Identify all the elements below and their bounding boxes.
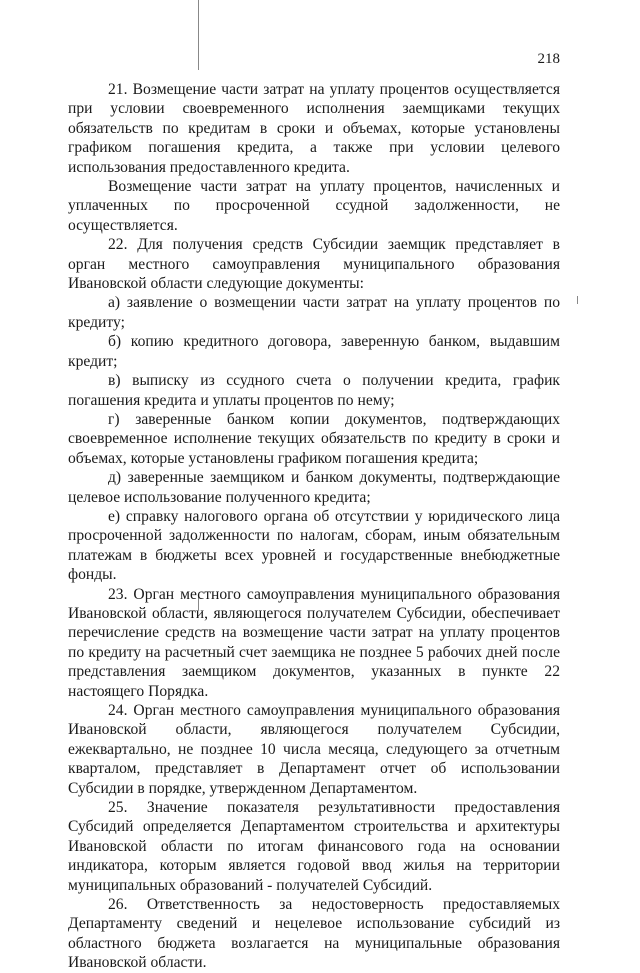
list-item-d: д) заверенные заемщиком и банком документы, подтверждающие целевое использование полученного кредита; bbox=[68, 469, 560, 506]
paragraph-26: 26. Ответственность за недостоверность предоставляемых Департаменту сведений и нецелевое использование субсидий из областного бюджета возлагается на муниципальные образования Ивановской области. bbox=[68, 896, 560, 972]
scan-artifact-mark bbox=[577, 296, 578, 304]
list-item-b: б) копию кредитного договора, заверенную банком, выдавшим кредит; bbox=[68, 333, 560, 370]
paragraph-22: 22. Для получения средств Субсидии заемщик представляет в орган местного самоуправления муниципального образования Ивановской области следующие документы: bbox=[68, 236, 560, 293]
paragraph-21-note: Возмещение части затрат на уплату процентов, начисленных и уплаченных по просроченной ссудной задолженности, не осуществляется. bbox=[68, 178, 560, 234]
list-item-g: г) заверенные банком копии документов, подтверждающих своевременное исполнение текущих обязательств по кредиту в сроки и объемах, которые установлены графиком погашения кредита; bbox=[68, 410, 560, 467]
list-item-a: а) заявление о возмещении части затрат на уплату процентов по кредиту; bbox=[68, 294, 560, 331]
list-item-e: е) справку налогового органа об отсутствии у юридического лица просроченной задолженности по налогам, сборам, иным обязательным платежам в бюджеты всех уровней и государственные внебюджетные фонды. bbox=[68, 507, 560, 584]
paragraph-24: 24. Орган местного самоуправления муниципального образования Ивановской области, являющегося получателем Субсидии, ежеквартально, не позднее 10 числа месяца, следующего за отчетным кварталом, представляет в Департамент отчет об использовании Субсидии в порядке, утвержденном Департаментом. bbox=[68, 702, 560, 797]
document-body bbox=[68, 80, 560, 973]
scan-artifact-mark bbox=[198, 0, 199, 70]
paragraph-23: 23. Орган местного самоуправления муниципального образования Ивановской области, являющегося получателем Субсидии, обеспечивает перечисление средств на возмещение части затрат на уплату процентов по кредиту на расчетный счет заемщика не позднее 5 рабочих дней после представления заемщиком документов, указанных в пункте 22 настоящего Порядка. bbox=[68, 585, 560, 700]
paragraph-25: 25. Значение показателя результативности предоставления Субсидий определяется Департаментом строительства и архитектуры Ивановской области по итогам финансового года на основании индикатора, которым является годовой ввод жилья на территории муниципальных образований - получателей Субсидий. bbox=[68, 799, 560, 894]
list-item-v: в) выписку из ссудного счета о получении кредита, график погашения кредита и уплаты процентов по нему; bbox=[68, 372, 560, 409]
page-number: 218 bbox=[537, 51, 560, 67]
paragraph-21: 21. Возмещение части затрат на уплату процентов осуществляется при условии своевременного исполнения заемщиками текущих обязательств по кредитам в сроки и объемах, которые установлены графиком погашения кредита, а также при условии целевого использования предоставленного кредита. bbox=[68, 81, 560, 176]
